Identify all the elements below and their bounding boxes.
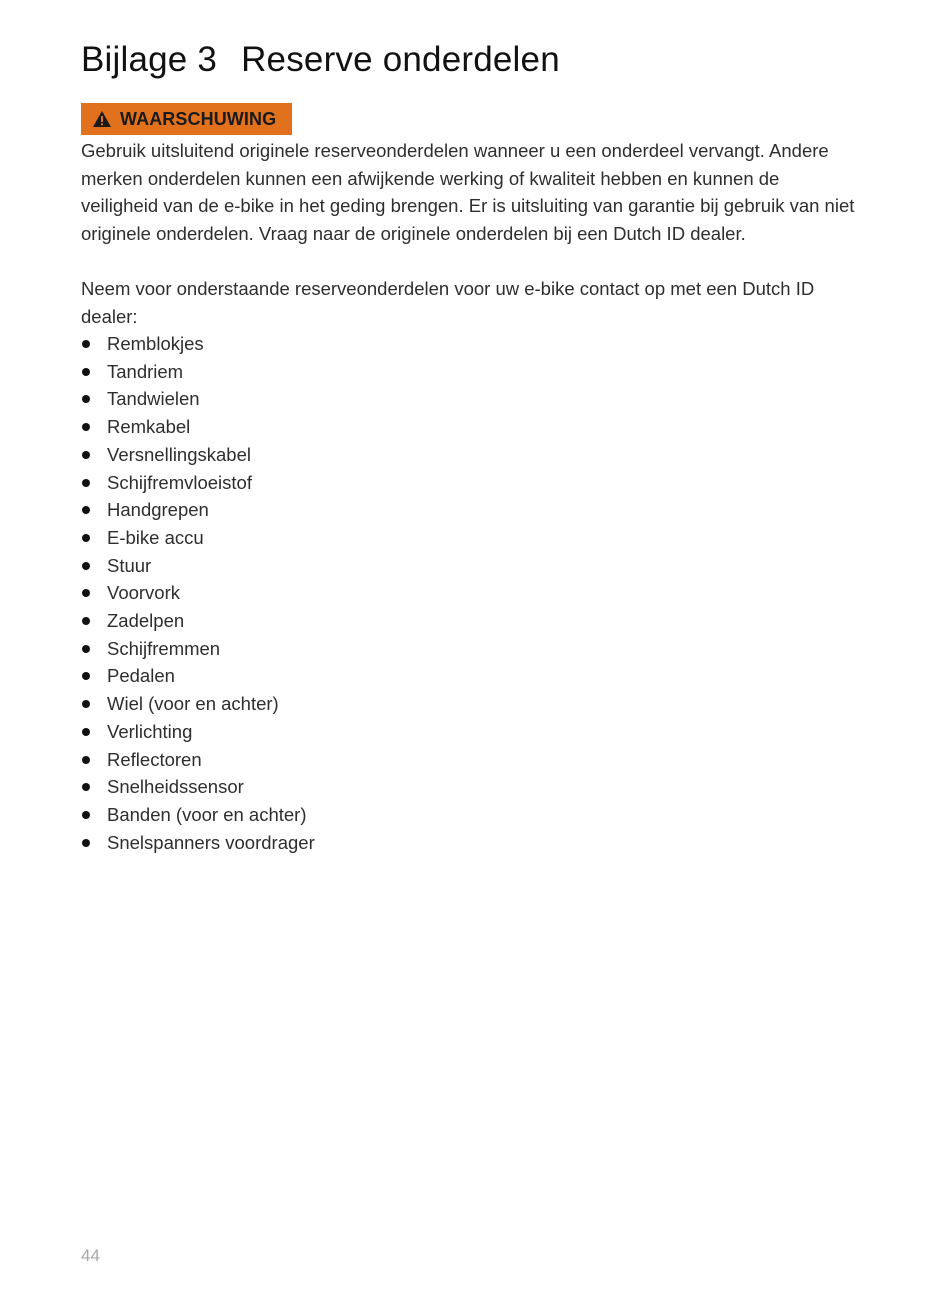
intro-paragraph: Neem voor onderstaande reserveonderdelen voor uw e-bike contact op met een Dutch ID dealer: [81, 278, 815, 327]
bullet-icon [82, 534, 90, 542]
spare-parts-list [81, 330, 315, 856]
list-item [81, 773, 315, 801]
list-item [81, 746, 315, 774]
list-item [81, 829, 315, 857]
list-item [81, 662, 315, 690]
list-item [81, 552, 315, 580]
list-item [81, 469, 315, 497]
list-item-label: Verlichting [107, 720, 193, 742]
list-item-label: Schijfremvloeistof [107, 471, 252, 493]
list-item-label: Remkabel [107, 416, 191, 438]
bullet-icon [82, 423, 90, 431]
appendix-number: Bijlage 3 [81, 40, 218, 79]
bullet-icon [82, 340, 90, 348]
bullet-icon [82, 451, 90, 459]
bullet-icon [82, 617, 90, 625]
list-item [81, 607, 315, 635]
list-item [81, 524, 315, 552]
bullet-icon [82, 672, 90, 680]
list-item-label: Snelheidssensor [107, 776, 244, 798]
bullet-icon [82, 368, 90, 376]
list-item [81, 358, 315, 386]
appendix-title: Reserve onderdelen [241, 40, 560, 79]
bullet-icon [82, 506, 90, 514]
warning-banner [81, 103, 292, 135]
list-item [81, 690, 315, 718]
list-item-label: Handgrepen [107, 499, 209, 521]
list-item-label: Tandriem [107, 360, 184, 382]
list-item-label: E-bike accu [107, 526, 204, 548]
list-item [81, 441, 315, 469]
bullet-icon [82, 839, 90, 847]
list-item [81, 579, 315, 607]
list-item-label: Pedalen [107, 665, 175, 687]
bullet-icon [82, 589, 90, 597]
list-item [81, 413, 315, 441]
list-item-label: Banden (voor en achter) [107, 803, 307, 825]
bullet-icon [82, 700, 90, 708]
list-item [81, 385, 315, 413]
warning-triangle-icon [92, 110, 112, 128]
list-item-label: Wiel (voor en achter) [107, 693, 279, 715]
list-item [81, 496, 315, 524]
list-item [81, 330, 315, 358]
list-item-label: Versnellingskabel [107, 443, 251, 465]
list-item-label: Remblokjes [107, 333, 204, 354]
list-item-label: Zadelpen [107, 610, 185, 632]
list-item [81, 718, 315, 746]
page-number: 44 [81, 1246, 100, 1265]
bullet-icon [82, 645, 90, 653]
list-item [81, 635, 315, 663]
list-item-label: Snelspanners voordrager [107, 831, 315, 853]
bullet-icon [82, 811, 90, 819]
list-item-label: Voorvork [107, 582, 181, 604]
list-item-label: Stuur [107, 554, 152, 576]
list-item-label: Schijfremmen [107, 637, 221, 659]
warning-paragraph: Gebruik uitsluitend originele reserveonderdelen wanneer u een onderdeel vervangt. Andere merken onderdelen kunnen een afwijkende werking of kwaliteit hebben en kunnen de veiligheid van de e-bike in het geding brengen. Er is uitsluiting van garantie bij gebruik van niet originele onderdelen. Vraag naar de originele onderdelen bij een Dutch ID dealer. [81, 140, 855, 245]
list-item-label: Tandwielen [107, 388, 200, 410]
bullet-icon [82, 479, 90, 487]
list-item-label: Reflectoren [107, 748, 202, 770]
list-item [81, 801, 315, 829]
bullet-icon [82, 783, 90, 791]
bullet-icon [82, 562, 90, 570]
bullet-icon [82, 728, 90, 736]
bullet-icon [82, 395, 90, 403]
warning-label: WAARSCHUWING [120, 108, 277, 129]
page-heading [81, 40, 560, 80]
bullet-icon [82, 756, 90, 764]
